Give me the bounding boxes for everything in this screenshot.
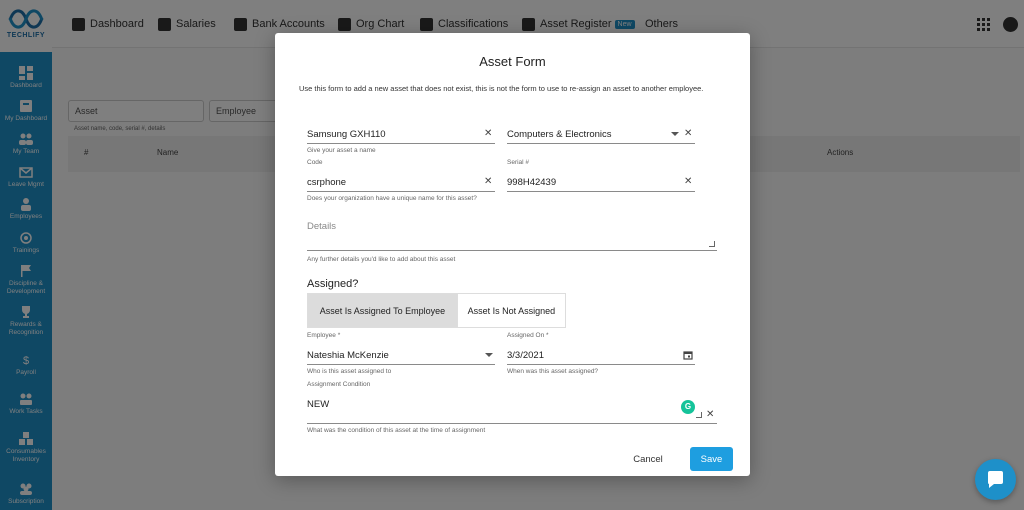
modal-description: Use this form to add a new asset that does not exist, this is not the form to use to re-assign an asset to another employee.: [299, 84, 704, 93]
grammarly-icon[interactable]: G: [681, 400, 695, 414]
code-field[interactable]: Code csrphone ✕ Does your organization have a unique name for this asset?: [307, 159, 495, 211]
assigned-heading: Assigned?: [307, 278, 359, 290]
category-select[interactable]: Computers & Electronics ✕: [507, 123, 695, 153]
clear-name-icon[interactable]: ✕: [484, 128, 493, 139]
calendar-icon[interactable]: [683, 350, 693, 360]
details-textarea[interactable]: Details Any further details you'd like to add about this asset: [307, 219, 717, 265]
assignment-condition-textarea[interactable]: Assignment Condition NEW ✕ What was the condition of this asset at the time of assignment: [307, 381, 717, 437]
cancel-button[interactable]: Cancel: [633, 453, 663, 465]
modal-title: Asset Form: [479, 54, 546, 69]
clear-condition-icon[interactable]: ✕: [706, 409, 715, 420]
clear-serial-icon[interactable]: ✕: [684, 176, 693, 187]
save-button[interactable]: Save: [690, 447, 733, 471]
clear-category-icon[interactable]: ✕: [684, 128, 693, 139]
chat-icon: [986, 470, 1005, 489]
assignment-toggle: [307, 293, 566, 328]
serial-field[interactable]: Serial # 998H42439 ✕: [507, 159, 695, 195]
chevron-down-icon[interactable]: [485, 353, 493, 357]
employee-select[interactable]: Employee * Nateshia McKenzie Who is this asset assigned to: [307, 332, 495, 376]
chat-button[interactable]: [975, 459, 1016, 500]
resize-handle-icon[interactable]: [709, 241, 715, 247]
assigned-toggle-button[interactable]: Asset Is Assigned To Employee: [308, 294, 457, 327]
assigned-on-date-field[interactable]: Assigned On * 3/3/2021 When was this asset assigned?: [507, 332, 695, 376]
resize-handle-icon[interactable]: [696, 412, 702, 418]
asset-form-modal: [275, 33, 750, 476]
asset-name-field[interactable]: Samsung GXH110 ✕ Give your asset a name: [307, 123, 495, 153]
not-assigned-toggle-button[interactable]: Asset Is Not Assigned: [457, 294, 565, 327]
chevron-down-icon[interactable]: [671, 132, 679, 136]
clear-code-icon[interactable]: ✕: [484, 176, 493, 187]
